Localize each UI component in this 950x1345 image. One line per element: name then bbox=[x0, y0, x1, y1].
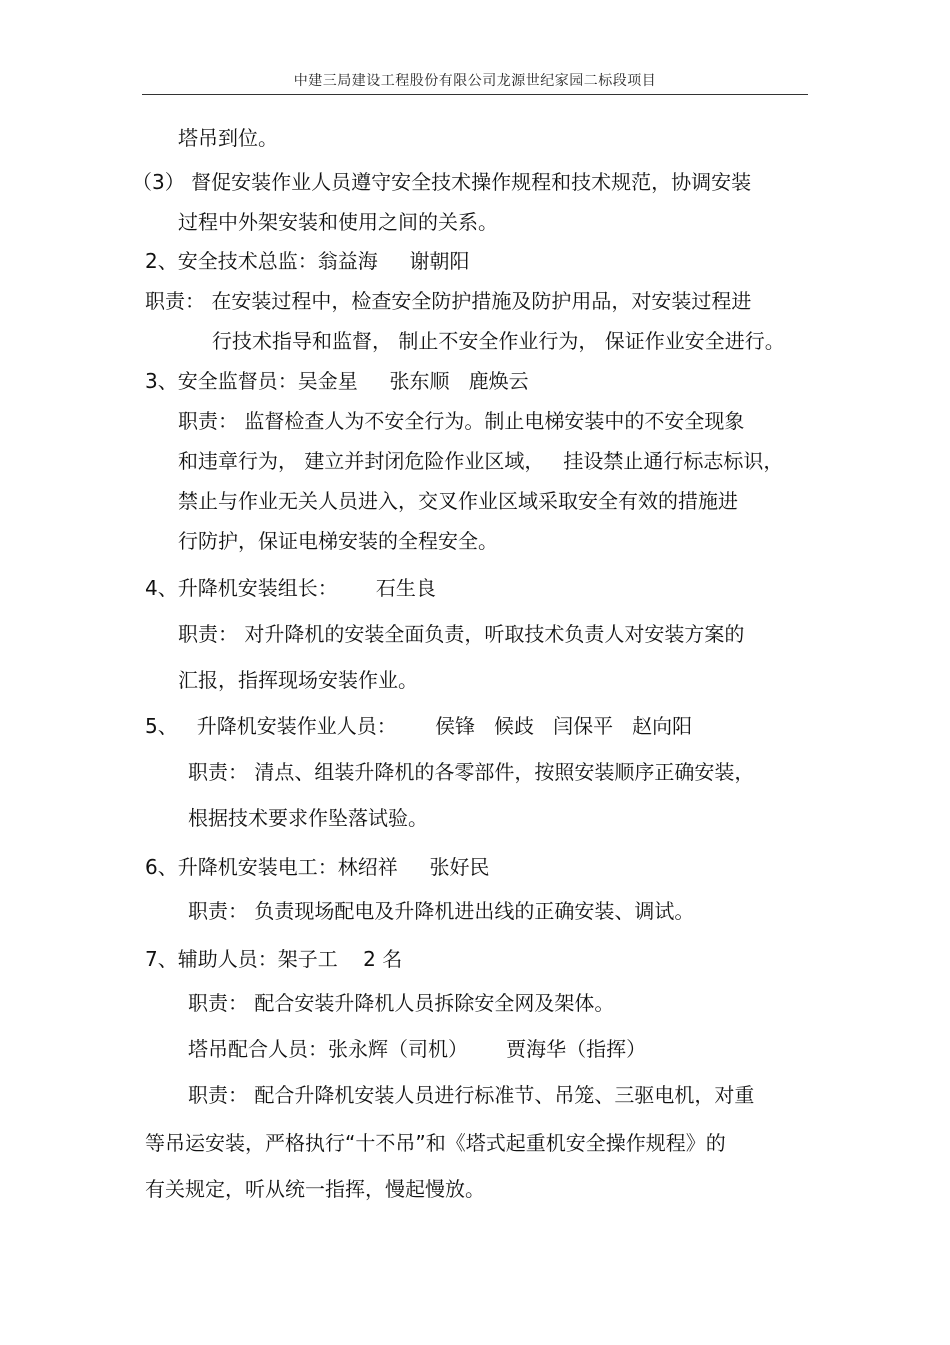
body-line: 7、辅助人员：架子工 2 名 bbox=[145, 947, 403, 971]
body-line: 过程中外架安装和使用之间的关系。 bbox=[178, 210, 498, 234]
body-line: 职责： 对升降机的安装全面负责，听取技术负责人对安装方案的 bbox=[178, 622, 745, 646]
body-line: 4、升降机安装组长： 石生良 bbox=[145, 576, 436, 600]
page-header: 中建三局建设工程股份有限公司龙源世纪家园二标段项目 bbox=[293, 73, 657, 89]
header-divider bbox=[142, 94, 808, 95]
body-line: 职责： 负责现场配电及升降机进出线的正确安装、调试。 bbox=[188, 899, 695, 923]
body-line: 6、升降机安装电工：林绍祥 张好民 bbox=[145, 855, 490, 879]
body-line: 职责： 配合升降机安装人员进行标准节、吊笼、三驱电机，对重 bbox=[188, 1083, 755, 1107]
body-line: （3） 督促安装作业人员遵守安全技术操作规程和技术规范，协调安装 bbox=[132, 170, 752, 194]
body-line: 行防护，保证电梯安装的全程安全。 bbox=[178, 529, 498, 553]
body-line: 职责： 清点、组装升降机的各零部件，按照安装顺序正确安装， bbox=[188, 760, 755, 784]
body-line: 2、安全技术总监：翁益海 谢朝阳 bbox=[145, 249, 470, 273]
body-line: 3、安全监督员：吴金星 张东顺 鹿焕云 bbox=[145, 369, 529, 393]
body-line: 职责： 配合安装升降机人员拆除安全网及架体。 bbox=[188, 991, 615, 1015]
body-line: 等吊运安装，严格执行“十不吊”和《塔式起重机安全操作规程》的 bbox=[145, 1131, 726, 1155]
body-line: 职责： 监督检查人为不安全行为。制止电梯安装中的不安全现象 bbox=[178, 409, 745, 433]
body-line: 职责： 在安装过程中，检查安全防护措施及防护用品，对安装过程进 bbox=[145, 289, 752, 313]
body-line: 行技术指导和监督， 制止不安全作业行为， 保证作业安全进行。 bbox=[212, 329, 785, 353]
body-line: 塔吊配合人员：张永辉（司机） 贾海华（指挥） bbox=[188, 1037, 647, 1061]
body-line: 5、 升降机安装作业人员： 侯锋 候歧 闫保平 赵向阳 bbox=[145, 714, 693, 738]
body-line: 塔吊到位。 bbox=[178, 126, 278, 150]
body-line: 根据技术要求作坠落试验。 bbox=[188, 806, 428, 830]
body-line: 禁止与作业无关人员进入，交叉作业区域采取安全有效的措施进 bbox=[178, 489, 738, 513]
body-line: 汇报，指挥现场安装作业。 bbox=[178, 668, 418, 692]
body-line: 和违章行为， 建立并封闭危险作业区域， 挂设禁止通行标志标识， bbox=[178, 449, 784, 473]
body-line: 有关规定，听从统一指挥，慢起慢放。 bbox=[145, 1177, 485, 1201]
